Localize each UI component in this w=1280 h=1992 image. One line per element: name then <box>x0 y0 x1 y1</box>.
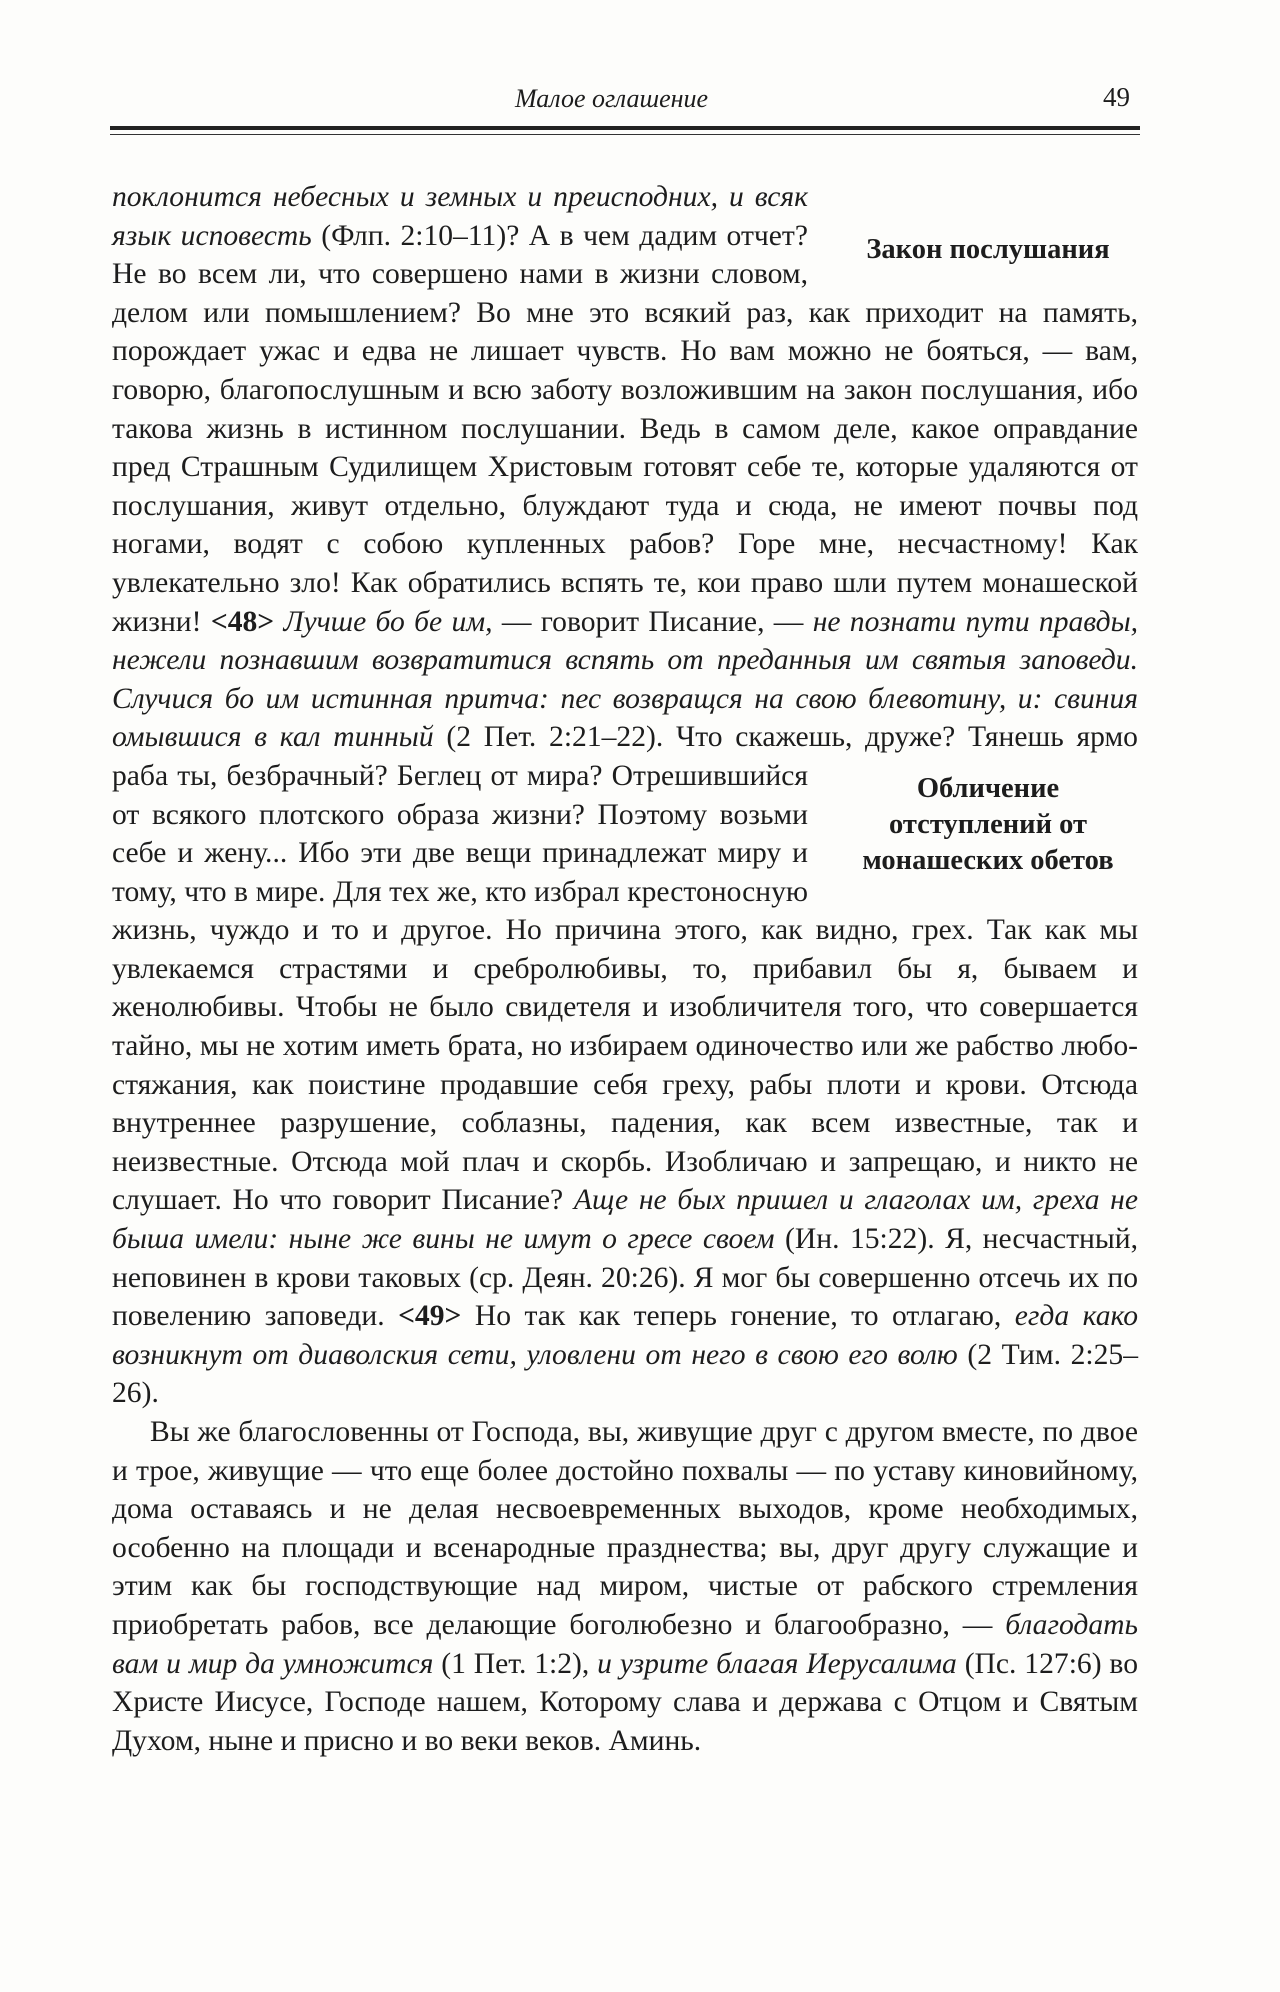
running-title: Малое оглашение <box>515 84 709 113</box>
text-span: (2 Пет. 2:21–22). Что скажешь, друже? <box>446 721 968 754</box>
page-marker: <49> <box>398 1300 462 1333</box>
body-text <box>112 178 1138 1760</box>
scripture-quote: поклонится небесных и земных и преисподних, и всяк язык исповесть <box>112 181 808 252</box>
sidenote-denunciation: Обличение отступлений от монашеских обетов <box>862 772 1114 876</box>
text-span: Тянешь ярмо раба ты, безбрачный? Беглец от мира? Отрешившийся от всякого плотского образа жизни? Поэтому возьми себе и жену... Ибо эти две вещи принадлежат миру и тому, что в мире. Для тех же, кто избрал крестоносную жизнь, чуждо и то и другое. Но причина этого, как видно, грех. Так как мы увлекаемся страстями и сребролюбивы, то, прибавил бы я, бываем и женолюбивы. Чтобы не было свидетеля и изобличителя того, что совершается тайно, мы не хотим иметь брата, но избираем одиночество или же рабство любостяжания, как поистине продавшие себя греху, рабы плоти и крови. Отсюда внутреннее разрушение, соблазны, падения, как всем известные, так и неизвестные. Отсюда мой плач и скорбь. Изобличаю и запрещаю, и никто не слушает. Но что говорит Писание? <box>112 721 1138 1217</box>
text-span: (2 Тим. 2:25–26). <box>112 1338 1138 1410</box>
page-number: 49 <box>1103 82 1130 112</box>
text-span: Но так как теперь гонение, то отлагаю, <box>474 1300 1002 1333</box>
scripture-quote: Аще не бых пришел и глаголах им, греха не быша имели: ныне же вины не имут о гресе своем <box>112 1184 1138 1256</box>
scripture-quote: не познати пути правды, нежели познавшим возвратитися вспять от преданныя им святыя заповеди. Случися бо им истинная притча: пес возвращся на свою блевотину, и: свиния омывшися в кал тинный <box>112 605 1139 754</box>
header-rule-thick <box>110 126 1140 130</box>
paragraph-1 <box>112 178 1138 1413</box>
sidenote-law-of-obedience: Закон послушания <box>866 234 1110 265</box>
text-span: (Флп. 2:10–11)? А в чем дадим отчет? Не во всем ли, что совершено нами в жизни словом, делом или помышлением? Во мне это всякий раз, как приходит на память, порождает ужас и едва не лишает чувств. Но вам можно не бояться, — вам, говорю, благопослушным и всю заботу возложившим на закон послушания, ибо такова жизнь в истинном послушании. Ведь в самом деле, какое оправдание пред Страшным Судилищем Христовым готовят себе те, которые удаляются от послушания, живут отдельно, блуждают туда и сюда, не имеют почвы под ногами, водят с собою купленных рабов? Горе мне, несчастному! Как увлекательно зло! Как обратились вспять те, кои право шли путем монашеской жизни! <box>112 219 1138 638</box>
paragraph-2 <box>112 1413 1138 1760</box>
text-span: (1 Пет. 1:2), <box>441 1647 590 1680</box>
header-rule-thin <box>110 134 1140 135</box>
scripture-quote: егда како возникнут от диаволския сети, уловлени от него в свою его волю <box>112 1300 1139 1371</box>
text-span: Вы же благословенны от Господа, вы, живущие друг с другом вместе, по двое и трое, живущие — что еще более достойно похвалы — по уставу киновийному, дома оставаясь и не делая несвоевременных выходов, кроме необходимых, особенно на площади и всенародные празднества; вы, друг другу служащие и этим как бы господствующие над миром, чистые от рабского стремления приобретать рабов, все делающие боголюбезно и благообразно, — <box>112 1416 1138 1641</box>
text-span: — говорит Писание, — <box>501 605 804 638</box>
text-span: (Ин. 15:22). Я, несчастный, неповинен в крови таковых (ср. Деян. 20:26). Я мог бы совершенно отсечь их по повелению заповеди. <box>112 1223 1138 1333</box>
page-marker: <48> <box>210 605 275 638</box>
scripture-quote: благодать вам и мир да умножится <box>112 1608 1139 1680</box>
scripture-quote: Лучше бо бе им, <box>283 605 493 638</box>
page-header <box>110 78 1140 120</box>
scripture-quote: и узрите благая Иерусалима <box>597 1647 957 1680</box>
text-span: (Пс. 127:6) во Христе Иисусе, Господе нашем, Которому слава и держава с Отцом и Святым Духом, ныне и присно и во веки веков. Аминь. <box>112 1647 1138 1757</box>
